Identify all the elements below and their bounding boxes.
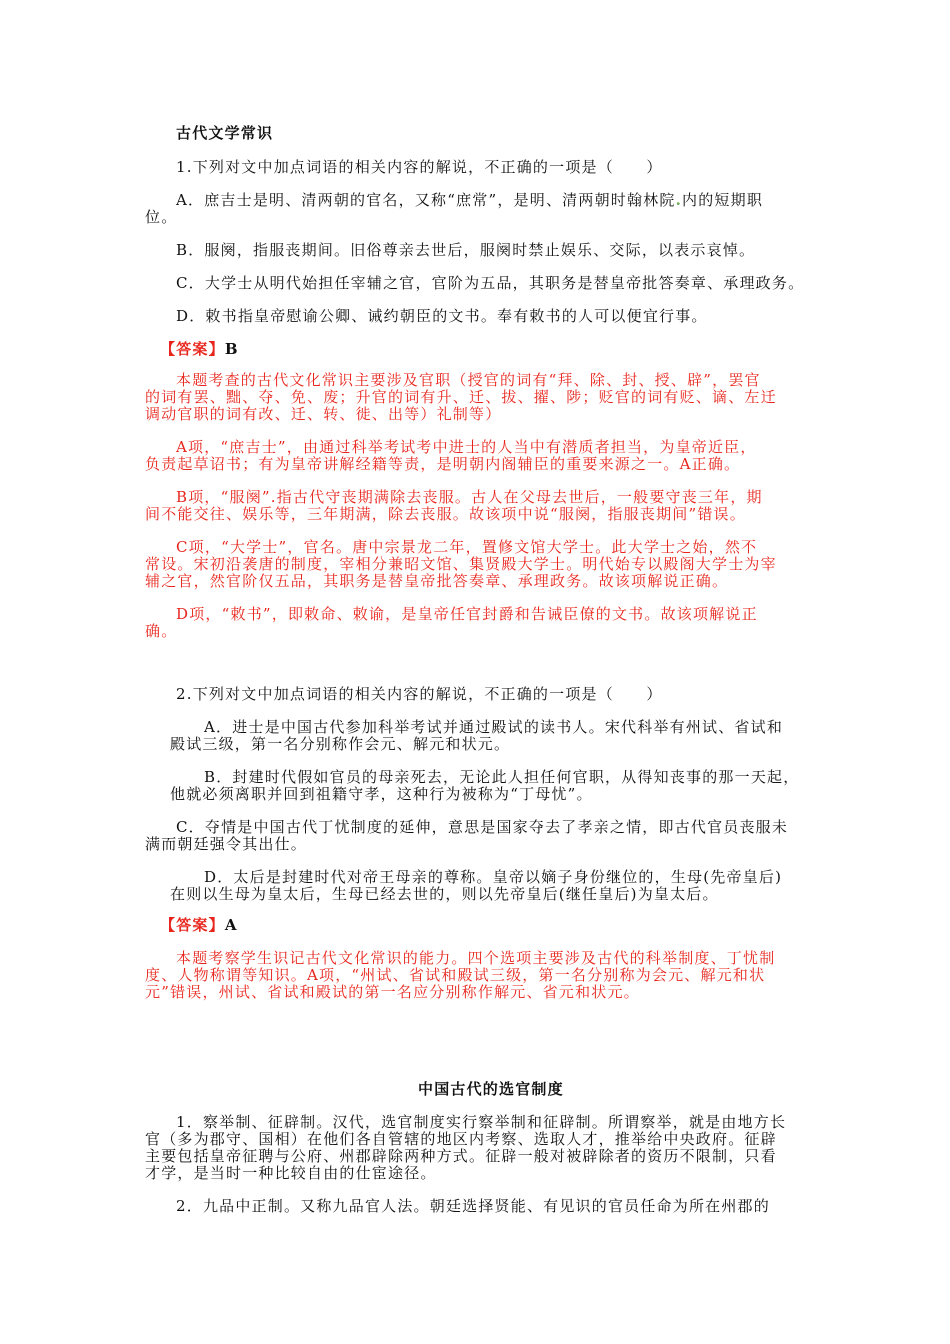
- q1-option-b: B．服阕，指服丧期间。旧俗尊亲去世后，服阕时禁止娱乐、交际，以表示哀悼。: [176, 241, 756, 259]
- q1-explanation-line: 调动官职的词有改、迁、转、徙、出等）礼制等）: [145, 405, 502, 423]
- paragraph-line: 主要包括皇帝征聘与公府、州郡辟除两种方式。征辟一般对被辟除者的资历不限制，只看: [145, 1147, 777, 1165]
- answer-value: A: [224, 916, 238, 934]
- q1-option-a-cont: 位。: [145, 208, 178, 226]
- q1-option-a-text-2: 内的短期职: [682, 191, 764, 209]
- q2-explanation-line: 元”错误，州试、省试和殿试的第一名应分别称作解元、省元和状元。: [145, 983, 640, 1001]
- q1-explanation-line: B项，“服阕”.指古代守丧期满除去丧服。古人在父母去世后，一般要守丧三年，期: [176, 488, 763, 506]
- q1-explanation-line: 辅之官，然官阶仅五品，其职务是替皇帝批答奏章、承理政务。故该项解说正确。: [145, 572, 729, 590]
- q2-answer: [160, 916, 238, 934]
- section-title: 古代文学常识: [176, 124, 274, 142]
- paragraph-line: 2．九品中正制。又称九品官人法。朝廷选择贤能、有见识的官员任命为所在州郡的: [176, 1197, 770, 1215]
- paragraph-line: 1．察举制、征辟制。汉代，选官制度实行察举制和征辟制。所谓察举，就是由地方长: [176, 1113, 787, 1131]
- answer-label: 【答案】: [160, 916, 225, 934]
- q1-option-a: [176, 191, 763, 209]
- question-2-stem: 2.下列对文中加点词语的相关内容的解说，不正确的一项是（ ）: [176, 685, 663, 703]
- paragraph-line: 官（多为郡守、国相）在他们各自管辖的地区内考察、选取人才，推举给中央政府。征辟: [145, 1130, 777, 1148]
- q1-explanation-line: A项，“庶吉士”，由通过科举考试考中进士的人当中有潜质者担当，为皇帝近臣，: [176, 438, 757, 456]
- q1-explanation-line: 负责起草诏书；有为皇帝讲解经籍等责，是明朝内阁辅臣的重要来源之一。A正确。: [145, 455, 741, 473]
- section-title: 中国古代的选官制度: [418, 1080, 564, 1098]
- q2-explanation-line: 度、人物称谓等知识。A项，“州试、省试和殿试三级，第一名分别称为会元、解元和状: [145, 966, 766, 984]
- q1-option-d: D．敕书指皇帝慰谕公卿、诫约朝臣的文书。奉有敕书的人可以便宜行事。: [176, 307, 708, 325]
- answer-label: 【答案】: [160, 340, 225, 358]
- q2-option-a-cont: 殿试三级，第一名分别称作会元、解元和状元。: [170, 735, 511, 753]
- q2-explanation-line: 本题考察学生识记古代文化常识的能力。四个选项主要涉及古代的科举制度、丁忧制: [176, 949, 776, 967]
- q1-explanation-line: D项，“敕书”，即敕命、敕谕，是皇帝任官封爵和告诫臣僚的文书。故该项解说正: [176, 605, 758, 623]
- paragraph-line: 才学，是当时一种比较自由的仕宦途径。: [145, 1164, 437, 1182]
- question-1-stem: 1.下列对文中加点词语的相关内容的解说，不正确的一项是（ ）: [176, 158, 663, 176]
- q2-option-c: C．夺情是中国古代丁忧制度的延伸，意思是国家夺去了孝亲之情，即古代官员丧服未: [176, 818, 789, 836]
- q1-answer: [160, 340, 239, 358]
- q1-explanation-line: 的词有罢、黜、夺、免、废；升官的词有升、迁、拔、擢、陟；贬官的词有贬、谪、左迁: [145, 388, 777, 406]
- q2-option-d: D．太后是封建时代对帝王母亲的尊称。皇帝以嫡子身份继位的，生母(先帝皇后): [204, 868, 783, 886]
- q2-option-c-cont: 满而朝廷强令其出仕。: [145, 835, 308, 853]
- emphasis-dot: .: [675, 191, 683, 209]
- q1-explanation-line: 间不能交往、娱乐等，三年期满，除去丧服。故该项中说“服阕，指服丧期间”错误。: [145, 505, 746, 523]
- q2-option-b: B．封建时代假如官员的母亲死去，无论此人担任何官职，从得知丧事的那一天起，: [204, 768, 800, 786]
- q1-option-c: C．大学士从明代始担任宰辅之官，官阶为五品，其职务是替皇帝批答奏章、承理政务。: [176, 274, 805, 292]
- q1-option-a-text: A．庶吉士是明、清两朝的官名，又称“庶常”，是明、清两朝时翰林院: [176, 191, 676, 209]
- q1-explanation-line: 确。: [145, 622, 178, 640]
- answer-value: B: [224, 340, 239, 358]
- q2-option-d-cont: 在则以生母为皇太后，生母已经去世的，则以先帝皇后(继任皇后)为皇太后。: [170, 885, 719, 903]
- q2-option-a: A．进士是中国古代参加科举考试并通过殿试的读书人。宋代科举有州试、省试和: [204, 718, 784, 736]
- q2-option-b-cont: 他就必须离职并回到祖籍守孝，这种行为被称为“丁母忧”。: [170, 785, 593, 803]
- q1-explanation-line: C项，“大学士”，官名。唐中宗景龙二年，置修文馆大学士。此大学士之始，然不: [176, 538, 758, 556]
- q1-explanation-line: 常设。宋初沿袭唐的制度，宰相分兼昭文馆、集贤殿大学士。明代始专以殿阁大学士为宰: [145, 555, 777, 573]
- q1-explanation-line: 本题考查的古代文化常识主要涉及官职（授官的词有“拜、除、封、授、辟”，罢官: [176, 371, 761, 389]
